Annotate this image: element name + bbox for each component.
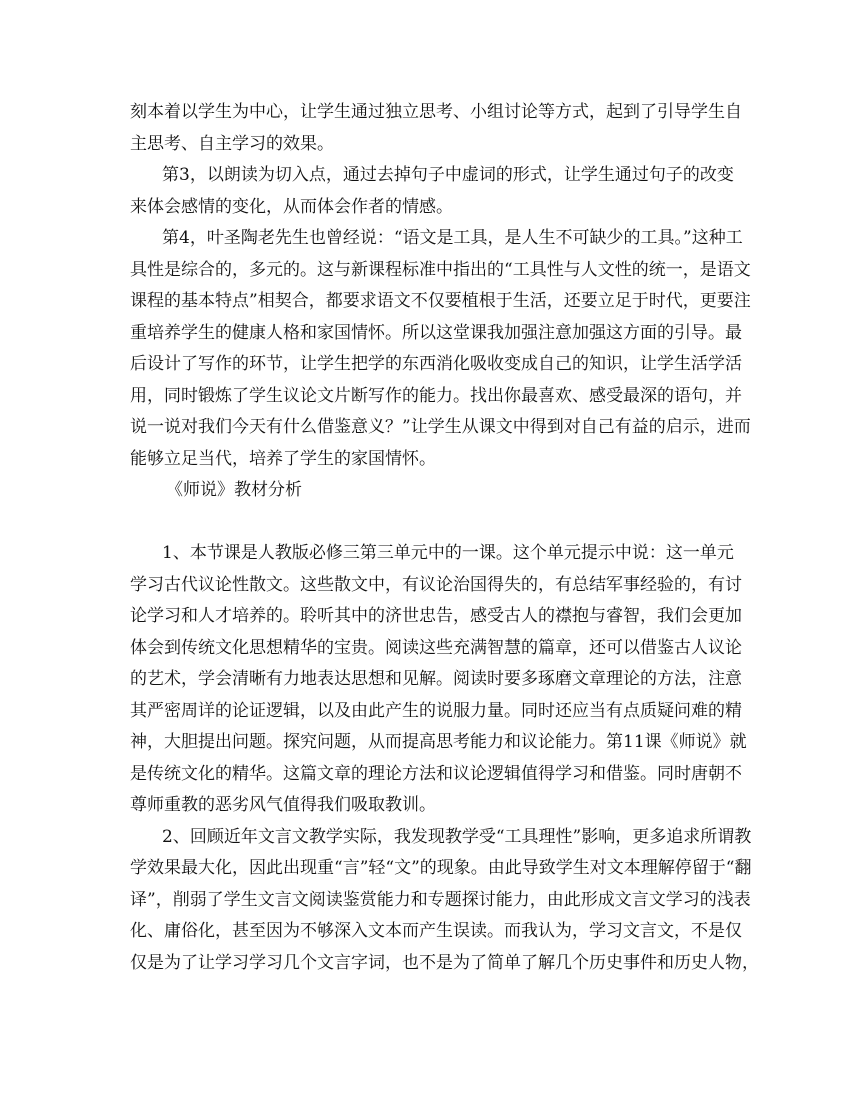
- text-line: 神，大胆提出问题。探究问题，从而提高思考能力和议论能力。第11课《师说》就: [130, 732, 747, 752]
- text-line: 的艺术，学会清晰有力地表达思想和见解。阅读时要多琢磨文章理论的方法，注意: [130, 669, 742, 689]
- paragraph-start: 1、本节课是人教版必修三第三单元中的一课。这个单元提示中说：这一单元: [162, 543, 734, 563]
- text-line: 课程的基本特点”相契合，都要求语文不仅要植根于生活，还要立足于时代，更要注: [130, 291, 751, 311]
- text-line: 是传统文化的精华。这篇文章的理论方法和议论逻辑值得学习和借鉴。同时唐朝不: [130, 763, 742, 784]
- text-line: 说一说对我们今天有什么借鉴意义？”让学生从课文中得到对自己有益的启示，进而: [130, 417, 751, 437]
- text-line: 化、庸俗化，甚至因为不够深入文本而产生误读。而我认为，学习文言文，不是仅: [130, 921, 742, 941]
- paragraph-start: 2、回顾近年文言文教学实际，我发现教学受“工具理性”影响，更多追求所谓教: [162, 826, 752, 847]
- document-body: [130, 97, 759, 979]
- text-line: 体会到传统文化思想精华的宝贵。阅读这些充满智慧的篇章，还可以借鉴古人议论: [130, 637, 742, 658]
- text-line: 用，同时锻炼了学生议论文片断写作的能力。找出你最喜欢、感受最深的语句，并: [130, 385, 742, 406]
- text-line: 仅是为了让学习学习几个文言字词，也不是为了简单了解几个历史事件和历史人物，: [130, 952, 759, 973]
- text-line: 主思考、自主学习的效果。: [130, 133, 334, 154]
- paragraph-start: 第4，叶圣陶老先生也曾经说：“语文是工具，是人生不可缺少的工具。”这种工: [162, 228, 743, 248]
- text-line: 学习古代议论性散文。这些散文中，有议论治国得失的，有总结军事经验的，有讨: [130, 574, 742, 595]
- text-line: 刻本着以学生为中心，让学生通过独立思考、小组讨论等方式，起到了引导学生自: [130, 102, 742, 122]
- text-line: 来体会感情的变化，从而体会作者的情感。: [130, 196, 453, 217]
- text-line: 译”，削弱了学生文言文阅读鉴赏能力和专题探讨能力，由此形成文言文学习的浅表: [130, 889, 751, 910]
- section-heading: 《师说》教材分析: [166, 480, 302, 500]
- text-line: 后设计了写作的环节，让学生把学的东西消化吸收变成自己的知识，让学生活学活: [130, 354, 742, 374]
- paragraph-start: 第3，以朗读为切入点，通过去掉句子中虚词的形式，让学生通过句子的改变: [162, 165, 734, 185]
- text-line: 其严密周详的论证逻辑，以及由此产生的说服力量。同时还应当有点质疑问难的精: [130, 700, 742, 721]
- text-line: 具性是综合的，多元的。这与新课程标准中指出的“工具性与人文性的统一，是语文: [130, 259, 751, 280]
- text-line: 尊师重教的恶劣风气值得我们吸取教训。: [130, 795, 436, 815]
- text-line: 学效果最大化，因此出现重“言”轻“文”的现象。由此导致学生对文本理解停留于“翻: [130, 858, 752, 878]
- text-line: 能够立足当代，培养了学生的家国情怀。: [130, 448, 436, 469]
- text-line: 论学习和人才培养的。聆听其中的济世忠告，感受古人的襟抱与睿智，我们会更加: [130, 606, 742, 626]
- blank-line: [130, 507, 730, 539]
- text-line: 重培养学生的健康人格和家国情怀。所以这堂课我加强注意加强这方面的引导。最: [130, 322, 742, 343]
